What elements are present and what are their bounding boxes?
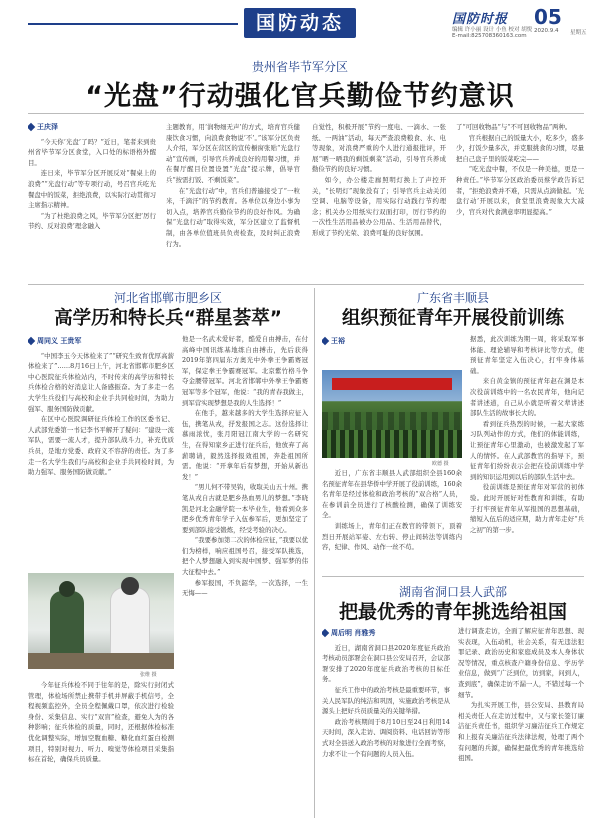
brand-logo: 国防时报 bbox=[452, 12, 509, 27]
divider bbox=[322, 576, 584, 577]
article1-column-4 bbox=[456, 122, 584, 280]
paragraph: “男儿何不带吴钩，收取关山五十州。携笔从戎自古就是肥乡热血男儿的梦想。”李晓凯是河北金融学院一本毕业生，他看到众多肥乡优秀青年学子入伍参军后，更加坚定了要到部队接受锻炼，经受考验的决心。 bbox=[182, 483, 308, 534]
article2-photo bbox=[28, 573, 174, 669]
paragraph: 官兵根据自己的饭量大小，吃多少，盛多少，打饭少量多次，并克服挑食的习惯，尽量把自己盘子里的饭菜吃完—— bbox=[456, 133, 584, 163]
paragraph: 在“光盘行动”中，官兵们普遍接受了“一粒米，千滴汗”的节约教育。各单位以身边小事为切入点，培养官兵勤俭节约的良好作风。为确保“光盘行动”取得实效，军分区建立了监督机制，由各单位值班员负责检查，及时纠正浪费行为。 bbox=[166, 186, 300, 248]
article4-column-1 bbox=[322, 626, 450, 822]
paragraph: 在他手，越来越多的大学生选择应征入伍，携笔从戎，抒发报国之志。这份选择让慕雨浓忧，张月阳冠江南大学的一名研究生，在得知家乡正进行征兵后，他放弃了高薪聘请，毅然选择报效祖国，奔赴祖国所需。他说：“开拿年后有梦想，开始从新出发！” bbox=[182, 409, 308, 481]
page-number: 05 bbox=[534, 5, 562, 29]
byline-marker-icon bbox=[28, 123, 35, 131]
paragraph: 主题教育，用‘润物细无声’的方式，培育官兵健康饮食习惯，向浪费食物说‘不’。”该军分区负责人介绍，军分区在营区的宣传橱窗张贴“光盘行动”宣传画，引导官兵养成良好的用餐习惯，并在餐厅醒目位置设置“光盘”提示牌，倡导官兵“按需打饭、不剩饭菜”。 bbox=[166, 123, 300, 184]
paragraph: 连日来，毕节军分区开展反对“餐桌上的浪费”“光盘行动”等专项行动，号召官兵吃光餐盘中的饭菜，拒绝浪费，以实际行动贯彻习主席指示精神。 bbox=[28, 169, 156, 210]
article3-byline-area bbox=[322, 334, 462, 368]
editor-credits: 编辑 许小丽 设计 小鱼 校对 胡悦 E-mail:825708360163.com bbox=[452, 27, 533, 39]
article1-kicker: 贵州省毕节军分区 bbox=[251, 60, 348, 74]
paragraph: 据悉，此次训练为期一周，将采取军事体能、理论辅导和考核评比等方式，使预征青年坚定入伍决心，打牢身体基础。 bbox=[470, 335, 584, 375]
paragraph: 今年征兵体检不同于往年的是，除实行封闭式管理，体检场所禁止携带手机并屏蔽手机信号，全程视频监控外，全员全程佩戴口罩，依次进行检验身份、采集信息、实行“双盲”检查，避免人为的各种影响；征兵体检的质量，同时，还根据体检标准优化调整实际，增加空腹血糖、糖化血红蛋白检测项目，特别对视力、听力、嗅觉等体检项目采集指标在首轮，确保兵员质量。 bbox=[28, 681, 174, 764]
article3-headline: 组织预征青年开展役前训练 bbox=[341, 308, 564, 329]
paragraph: “今天你‘光盘’了吗？”近日，笔者来到贵州省毕节军分区食堂，入口处的标语格外醒目。 bbox=[28, 137, 156, 167]
paragraph: 为扎实开展工作，县公安局、县教育局相关责任人在走访过程中，又与家长签订廉洁征兵责任书，组织学习廉洁征兵工作规定和上报有关廉洁征兵法律法规，处理了两个有问题的兵源，确保把最优秀的青年挑选给祖国。 bbox=[458, 701, 584, 763]
paragraph: 近日，湖南省洞口县2020年度征兵政治考核动员部署会在洞口县公安局召开，会议部署安排了2020年度征兵政治考核的目标任务。 bbox=[322, 643, 450, 684]
paragraph: 在区中心医院调研征兵体检工作的区委书记、人武部党委第一书记李书平解开了疑问：“建设一流军队，需要一流人才，提升部队战斗力，补充优质兵员，是地方党委、政府义不容辞的责任。为了多走一名大学生我们与高校和企业手共同检时间，为助力强军、服务国防做贡献。” bbox=[28, 415, 174, 477]
paragraph: 进行调查走访，全面了解应征青年思想、现实表现，入伍动机，社会关系，有无违法犯罪记录、政治历史和家庭成员及本人身体状况等情况，重点核查户籍身份信息、学历学业信息，做到“广泛到位，访到家，问到人，查到底”，确保走访不漏一人，不错过每一个细节。 bbox=[458, 627, 584, 699]
paragraph: 参军报国，不负韶华，一次选择，一生无悔—— bbox=[182, 578, 308, 598]
article2-headline: 高学历和特长兵“群星荟萃” bbox=[54, 308, 282, 329]
divider bbox=[314, 288, 315, 818]
article1-column-1 bbox=[28, 120, 156, 280]
article1-byline: 王庆泽 bbox=[28, 122, 156, 133]
article2-photo-caption: 张维 摄 bbox=[140, 672, 157, 678]
masthead bbox=[0, 0, 600, 44]
paragraph: 他是一名武术爱好者，酷爱自由搏击，在付高峰中国讯练基地练自由搏击，先后获得2019年第四届东方奥光中外拳王争霸赛冠军，保定拳王争霸赛冠军。北京紫竹格斗争夺金腰带冠军。河北省邯郸中外拳王争霸赛冠军等多个冠军，他说：“我的青春我做主，到军营实现梦想是我的人生选择！” bbox=[182, 335, 308, 407]
paragraph: 看到征兵热烈的时候，一起大家练习队列动作的方式，他们的体能训练，让预征青年心里激动，也被激发起了军人的情怀。在人武部教官的指导下，预征青年们纷纷表示会把在役前训练中学到的知识运用到以后的部队生活中去。 bbox=[470, 419, 584, 481]
article3-byline: 王裕 bbox=[322, 336, 462, 347]
article3-photo-caption: 欧德 摄 bbox=[432, 461, 449, 467]
article1-column-3 bbox=[312, 122, 446, 280]
article1-column-2 bbox=[166, 122, 300, 280]
paragraph: “中国李玉今天体检来了”“研究生致育优厚高薪体检来了”……8月16日上午，河北省邯郸市肥乡区中心医院征兵体检站内，不时传来的高学历和特长兵体检合格的好消息让人备感振奋。为了多走一名大学生兵役们与高校和企业手共同检时间，为助力强军、服务国防做贡献。 bbox=[28, 351, 174, 413]
paragraph: 如今，办公楼走廊照明灯换上了声控开关，“长明灯”现象没有了；引导官兵主动关闭空调、电脑等设备，用实际行动践行节约理念；机关办公用纸实行双面打印，厉行节约的一次性生活用品被办公用品、生活用品替代，形成了节约光荣、浪费可耻的良好氛围。 bbox=[312, 175, 446, 237]
article3-column-2 bbox=[470, 334, 584, 572]
paragraph: 征兵工作中的政治考核是最重要环节，事关人民军队的纯洁和巩固，实施政治考核是从源头上把好兵员质量关的关键举措。 bbox=[322, 685, 450, 716]
paragraph: “我要参加第二次的体检应征，”我要以优们为榜样，响应祖国号召，接受军队挑选，把个人梦想融入到实现中国梦、强军梦的伟大征程中去。” bbox=[182, 536, 308, 577]
paragraph: 来自黄金镇的预征青年赵在渊是本次役前训练中的一名农民青年，他向记者讲述道，自己从小就是听着父辈讲述部队生活的故事长大的。 bbox=[470, 377, 584, 418]
article1-rule bbox=[28, 113, 584, 114]
section-title: 国防动态 bbox=[244, 8, 356, 38]
article2-column-2 bbox=[182, 334, 308, 820]
article3-photo bbox=[322, 370, 462, 458]
article4-headline: 把最优秀的青年挑选给祖国 bbox=[338, 601, 567, 623]
paragraph: 近日，广东省丰顺县人武部组织全县160余名预征青年在县华侨中学开展了役前训练，160余名青年是经过体检和政治考核的“双合格”人员，在参训前全员进行了核酸检测，确保了训练安全。 bbox=[322, 469, 462, 520]
article2-kicker: 河北省邯郸市肥乡区 bbox=[113, 291, 222, 305]
article2-column-1-cont bbox=[28, 680, 174, 820]
paragraph: 训练场上，青年们正在教官的带领下，顶着烈日开展站军姿、左右转、停止间转法等训练内容，纪律、作风、动作一丝不苟。 bbox=[322, 521, 462, 552]
article3-column-1 bbox=[322, 468, 462, 572]
divider bbox=[28, 284, 584, 285]
paragraph: “为了杜绝浪费之风，毕节军分区把‘厉行节约、反对浪费’理念融入 bbox=[28, 211, 156, 231]
article1-headline: “光盘”行动强化官兵勤俭节约意识 bbox=[85, 81, 515, 112]
paragraph: 役前训练是预征青年对军营的初体验。此时开展好对性教育和训练，有助于打牢预征青年从军报国的思想基础，缩短入伍后的适应期，助力青年走好“兵之初”的第一步。 bbox=[470, 483, 584, 534]
masthead-rule bbox=[28, 23, 238, 25]
article2-column-1 bbox=[28, 334, 174, 570]
byline-marker-icon bbox=[322, 629, 329, 637]
article4-byline: 周后明 肖雅秀 bbox=[322, 628, 450, 639]
article4-column-2 bbox=[458, 626, 584, 822]
issue-weekday: 星期五 bbox=[570, 30, 587, 36]
article2-byline: 周同义 王贵军 bbox=[28, 336, 174, 347]
byline-marker-icon bbox=[28, 337, 35, 345]
paragraph: 了“可回收物品”与“不可回收物品”两种。 bbox=[456, 123, 572, 131]
paragraph: 政治考核期间于8月10日至24日利用14天时间，深入走访、调阅资料、电话回访等形式对全县送入政治考核的对象进行全面考察，力求不让一个有问题的人员入伍。 bbox=[322, 717, 450, 758]
paragraph: 自觉性，积极开展“节约一度电、一滴水、一张纸、一两油”活动，每天严查浪费粮食、水、电等现象，对浪费严重的个人进行通报批评，开展“晒一晒我的剩饭剩菜”活动，引导官兵养成勤俭节约的良好习惯。 bbox=[312, 123, 446, 174]
paragraph: “吃光盘中餐，不仅是一种美德，更是一种责任。”毕节军分区政治委员蔡学政告诉记者，“拒绝浪费并不难，只需从点滴做起。‘光盘行动’开展以来，食堂里浪费现象大大减少，官兵对代食满意率明显提高。” bbox=[456, 165, 584, 216]
article3-kicker: 广东省丰顺县 bbox=[416, 291, 489, 305]
issue-date: 2020.9.4 bbox=[534, 28, 559, 34]
article4-kicker: 湖南省洞口县人武部 bbox=[398, 585, 507, 599]
byline-marker-icon bbox=[322, 337, 329, 345]
